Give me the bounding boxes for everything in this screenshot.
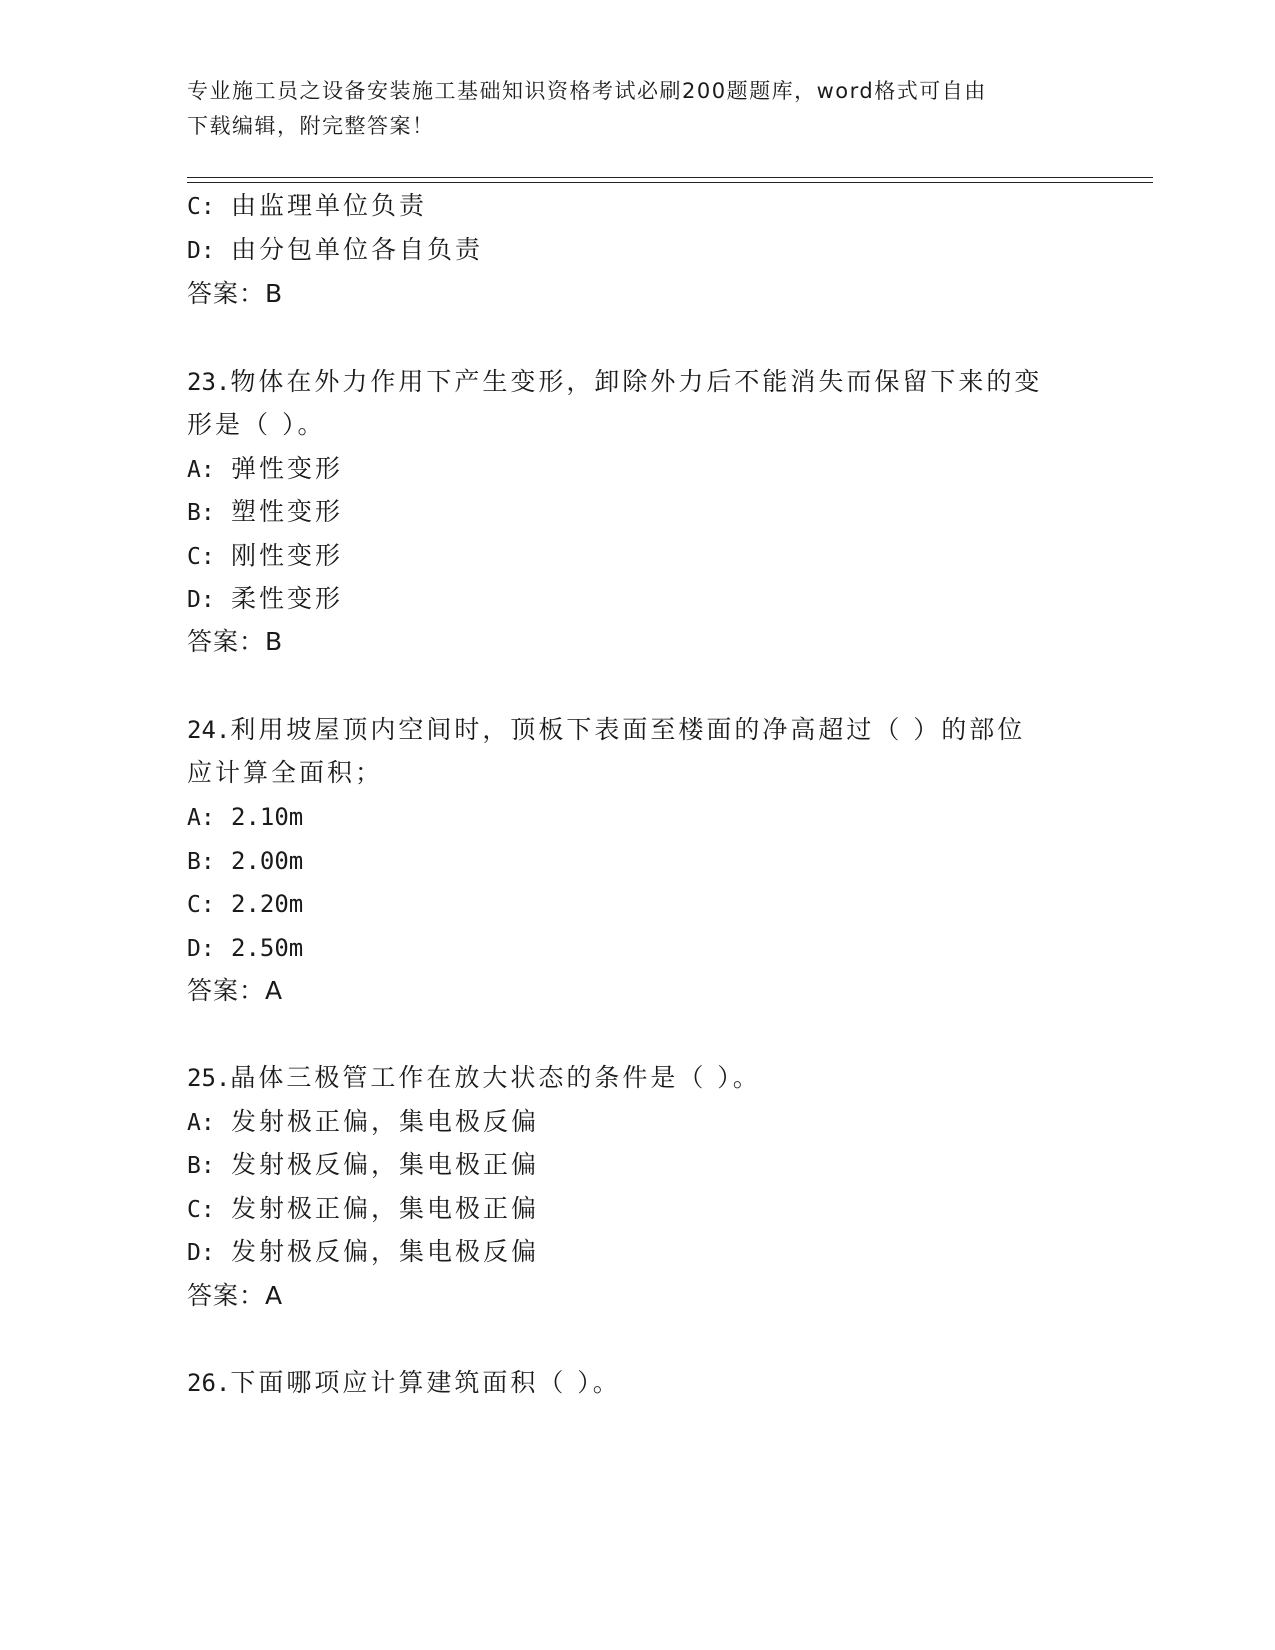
- option-text: 由监理单位负责: [231, 191, 428, 220]
- answer-line: 答案：A: [187, 976, 284, 1005]
- question-number: 25.: [187, 1064, 231, 1092]
- option-label: C:: [187, 194, 215, 220]
- option-c: [187, 889, 303, 920]
- question-23-stem-cont: 形是（ ）。: [187, 410, 326, 439]
- option-d: [187, 584, 343, 615]
- option-text: 2.10m: [231, 803, 304, 831]
- option-d: [187, 1237, 539, 1268]
- document-header: [187, 74, 1087, 144]
- question-number: 26.: [187, 1369, 231, 1397]
- option-a: [187, 802, 303, 833]
- option-label: A:: [187, 457, 215, 483]
- option-text: 刚性变形: [231, 541, 344, 570]
- option-label: A:: [187, 1110, 215, 1136]
- option-text: 2.20m: [231, 890, 304, 918]
- option-b: [187, 1150, 539, 1181]
- option-d: [187, 933, 303, 964]
- option-c: [187, 191, 427, 222]
- option-text: 柔性变形: [231, 584, 344, 613]
- option-text: 发射极正偏，集电极反偏: [231, 1107, 540, 1136]
- option-text: 2.50m: [231, 934, 304, 962]
- answer-line: 答案：B: [187, 279, 284, 308]
- option-label: B:: [187, 500, 215, 526]
- option-label: D:: [187, 238, 215, 264]
- option-c: [187, 1194, 539, 1225]
- question-23-stem: [187, 367, 1042, 397]
- header-line-2: 下载编辑，附完整答案！: [187, 114, 435, 138]
- option-label: C:: [187, 1197, 215, 1223]
- header-divider-top: [187, 177, 1153, 178]
- option-label: D:: [187, 587, 215, 613]
- option-label: C:: [187, 892, 215, 918]
- option-text: 发射极反偏，集电极正偏: [231, 1150, 540, 1179]
- header-divider-bottom: [187, 182, 1153, 183]
- option-label: B:: [187, 849, 215, 875]
- option-b: [187, 497, 343, 528]
- option-label: D:: [187, 936, 215, 962]
- question-24-stem-cont: 应计算全面积；: [187, 758, 384, 787]
- question-24-stem: [187, 715, 1025, 745]
- option-a: [187, 454, 343, 485]
- header-line-1: 专业施工员之设备安装施工基础知识资格考试必刷200题题库，word格式可自由: [187, 79, 987, 103]
- question-number: 23.: [187, 368, 231, 396]
- option-b: [187, 846, 303, 877]
- option-label: B:: [187, 1153, 215, 1179]
- question-stem-text: 下面哪项应计算建筑面积（ ）。: [230, 1368, 621, 1397]
- answer-line: 答案：B: [187, 627, 284, 656]
- question-stem-text: 晶体三极管工作在放大状态的条件是（ ）。: [230, 1063, 761, 1092]
- option-text: 发射极反偏，集电极反偏: [231, 1237, 540, 1266]
- option-label: D:: [187, 1240, 215, 1266]
- option-a: [187, 1107, 539, 1138]
- option-text: 发射极正偏，集电极正偏: [231, 1194, 540, 1223]
- question-25-stem: [187, 1063, 761, 1093]
- question-stem-text: 物体在外力作用下产生变形，卸除外力后不能消失而保留下来的变: [230, 367, 1043, 396]
- question-stem-text: 利用坡屋顶内空间时，顶板下表面至楼面的净高超过（ ）的部位: [230, 715, 1026, 744]
- option-text: 弹性变形: [231, 454, 344, 483]
- answer-line: 答案：A: [187, 1281, 284, 1310]
- option-c: [187, 541, 343, 572]
- option-text: 2.00m: [231, 847, 304, 875]
- question-number: 24.: [187, 716, 231, 744]
- option-text: 塑性变形: [231, 497, 344, 526]
- option-text: 由分包单位各自负责: [231, 235, 484, 264]
- option-d: [187, 235, 483, 266]
- question-26-stem: [187, 1368, 621, 1398]
- option-label: C:: [187, 544, 215, 570]
- option-label: A:: [187, 805, 215, 831]
